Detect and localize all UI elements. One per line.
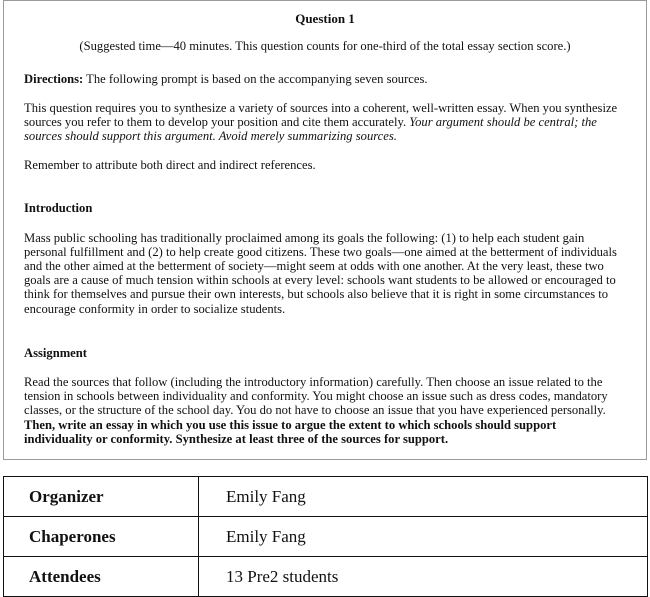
synthesis-italic: Your argument should be central; the sources should support this argument. Avoid merely summarizing sources. <box>24 114 597 144</box>
table-row <box>4 557 648 597</box>
organizer-label: Organizer <box>4 477 199 517</box>
directions-paragraph <box>24 72 626 86</box>
chaperones-value: Emily Fang <box>199 517 648 557</box>
essay-prompt <box>3 0 647 460</box>
introduction-heading: Introduction <box>24 201 93 216</box>
attendees-value: 13 Pre2 students <box>199 557 648 597</box>
assignment-text: Read the sources that follow (including the introductory information) carefully. Then choose an issue related to the tension in schools between individuality and conformity. You might choose an issue such as dress codes, mandatory classes, or the structure of the school day. You do not have to choose an issue that you have experienced personally. <box>24 375 608 418</box>
assignment-paragraph <box>24 375 626 446</box>
assignment-bold: Then, write an essay in which you use this issue to argue the extent to which schools should support individuality or conformity. Synthesize at least three of the sources for support. <box>24 417 557 446</box>
time-note: (Suggested time—40 minutes. This question counts for one-third of the total essay section score.) <box>79 39 571 54</box>
table-row <box>4 477 648 517</box>
synthesis-text: This question requires you to synthesize a variety of sources into a coherent, well-written essay. When you synthesize sources you refer to them to develop your position and cite them accurately. <box>24 100 618 129</box>
synthesis-paragraph <box>24 101 626 144</box>
introduction-paragraph: Mass public schooling has traditionally proclaimed among its goals the following: (1) to help each student gain personal fulfillment and (2) to help create good citizens. These two goals—one aimed at the betterment of individuals and the other aimed at the betterment of society—might seem at odds with one another. At the very least, these two goals are a cause of much tension within schools at every level: schools want students to be allowed or encouraged to think for themselves and pursue their own interests, but schools also believe that it is right in some circumstances to encourage conformity in order to socialize students. <box>24 230 617 316</box>
directions-label: Directions: <box>24 72 84 87</box>
directions-text: The following prompt is based on the accompanying seven sources. <box>83 72 428 87</box>
assignment-heading: Assignment <box>24 345 87 360</box>
attribution-paragraph: Remember to attribute both direct and indirect references. <box>24 158 316 173</box>
organizer-value: Emily Fang <box>199 477 648 517</box>
chaperones-label: Chaperones <box>4 517 199 557</box>
attendees-label: Attendees <box>4 557 199 597</box>
event-info-table <box>3 476 648 597</box>
table-row <box>4 517 648 557</box>
question-title: Question 1 <box>295 11 355 26</box>
